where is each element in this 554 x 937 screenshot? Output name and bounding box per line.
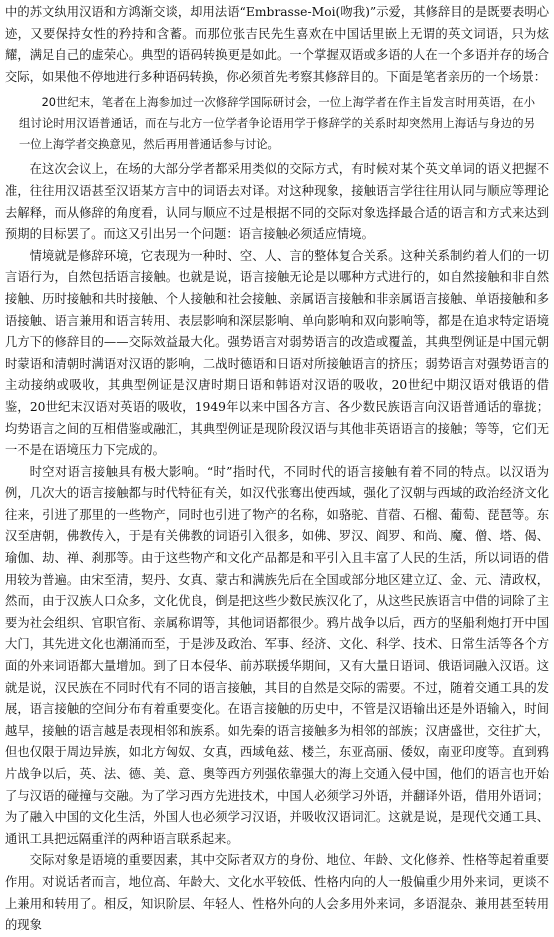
paragraph-3: 情境就是修辞环境，它表现为一种时、空、人、言的整体复合关系。这种关系制约着人们的一切言语行为，自然包括语言接触。也就是说，语言接触无论是以哪种方式进行的，如自然接触和非自然接触、历时接触和共时接触、个人接触和社会接触、亲属语言接触和非亲属语言接触、单语接触和多语接触、语言兼用和语言转用、表层影响和深层影响、单向影响和双向影响等，都是在追求特定语境几方下的修辞目的——交际效益最大化。强势语言对弱势语言的改造或覆盖，其典型例证是中国元朝时蒙语和清朝时满语对汉语的影响，二战时德语和日语对所接触语言的挤压；弱势语言对强势语言的主动接纳或吸收，其典型例证是汉唐时期日语和韩语对汉语的吸收，20世纪中期汉语对俄语的借鉴，20世纪末汉语对英语的吸收，1949年以来中国各方言、各少数民族语言向汉语普通话的靠拢；均势语言之间的互相借鉴或融汇，其典型例证是现阶段汉语与其他非英语语言的接触；等等，它们无一不是在语境压力下完成的。 — [5, 248, 549, 458]
paragraph-4: 时空对语言接触具有极大影响。“时”指时代，不同时代的语言接触有着不同的特点。以汉语为例，几次大的语言接触都与时代特征有关，如汉代张骞出使西域，强化了汉朝与西域的政治经济文化往来，引进了那里的一些物产，同时也引进了物产的名称，如骆驼、苜蓿、石榴、葡萄、琵琶等。东汉至唐朝，佛教传入，于是有关佛教的词语引入很多，如佛、罗汉、阎罗、和尚、魔、僧、塔、偈、瑜伽、劫、禅、刹那等。由于这些物产和文化产品都是和平引入且丰富了人民的生活，所以词语的借用较为普遍。由宋至清，契丹、女真、蒙古和满族先后在全国或部分地区建立辽、金、元、清政权，然而，由于汉族人口众多，文化优良，倒是把这些少数民族汉化了，从这些民族语言中借的词除了主要为社会组织、官职官衔、亲属称谓等，其他词语都很少。鸦片战争以后，西方的坚船利炮打开中国大门，其先进文化也潮涌而至，于是涉及政治、军事、经济、文化、科学、技术、日常生活等各个方面的外来词语都大量增加。到了日本侵华、前苏联援华期间，又有大量日语词、俄语词融入汉语。这就是说，汉民族在不同时代有不同的语言接触，其目的自然是交际的需要。不过，随着交通工具的发展，语言接触的空间分布有着重要变化。在语言接触的历史中，不管是汉语输出还是外语输入，时间越早，接触的语言越是表现相邻和族系。如先秦的语言接触多为相邻的部族；汉唐盛世，交往扩大，但也仅限于周边异族，如北方匈奴、女真，西域龟兹、楼兰，东亚高丽、倭奴，南亚印度等。直到鸦片战争以后，英、法、德、美、意、奥等西方列强依靠强大的海上交通入侵中国，他们的语言也开始了与汉语的碰撞与交融。为了学习西方先进技术，中国人必须学习外语，并翻译外语，借用外语词；为了融入中国的文化生活，外国人也必须学习汉语，并吸收汉语词汇。这就是说，是现代交通工具、通讯工具把远隔重洋的两种语言联系起来。 — [5, 464, 549, 846]
paragraph-1: 中的苏文纨用汉语和方鸿渐交谈，却用法语“Embrasse-Moi(吻我)”示爱，其修辞目的是既要表明心迹，又要保持女性的矜持和含蓄。而那位张吉民先生喜欢在中国话里嵌上无谓的英文词语，只为炫耀，满足自己的虚荣心。典型的语码转换更是如此。一个掌握双语或多语的人在一个多语并存的场合交际，如果他不停地进行多种语码转换，你必须首先考察其修辞目的。下面是笔者亲历的一个场景： — [5, 5, 549, 84]
document-page — [5, 2, 549, 937]
block-quote: 20世纪末，笔者在上海参加过一次修辞学国际研讨会，一位上海学者在作主旨发言时用英语，在小组讨论时用汉语普通话，而在与北方一位学者争论语用学于修辞学的关系时却突然用上海话与身边的另一位上海学者交换意见，然后再用普通话参与讨论。 — [19, 96, 535, 152]
paragraph-2: 在这次会议上，在场的大部分学者都采用类似的交际方式，有时候对某个英文单词的语义把握不准，往往用汉语甚至汉语某方言中的词语去对译。对这种现象，接触语言学往往用认同与顺应等理论去解释，而从修辞的角度看，认同与顺应不过是根据不同的交际对象选择最合适的语言和方式来达到预期的目标罢了。而这又引出另一个问题：语言接触必须适应情境。 — [5, 162, 549, 242]
paragraph-5: 交际对象是语境的重要因素，其中交际者双方的身份、地位、年龄、文化修养、性格等起着重要作用。对说话者而言，地位高、年龄大、文化水平较低、性格内向的人一般偏重少用外来词，更谈不上兼用和转用了。相反，知识阶层、年轻人、性格外向的人会多用外来词，多语混杂、兼用甚至转用的现象 — [5, 853, 549, 933]
